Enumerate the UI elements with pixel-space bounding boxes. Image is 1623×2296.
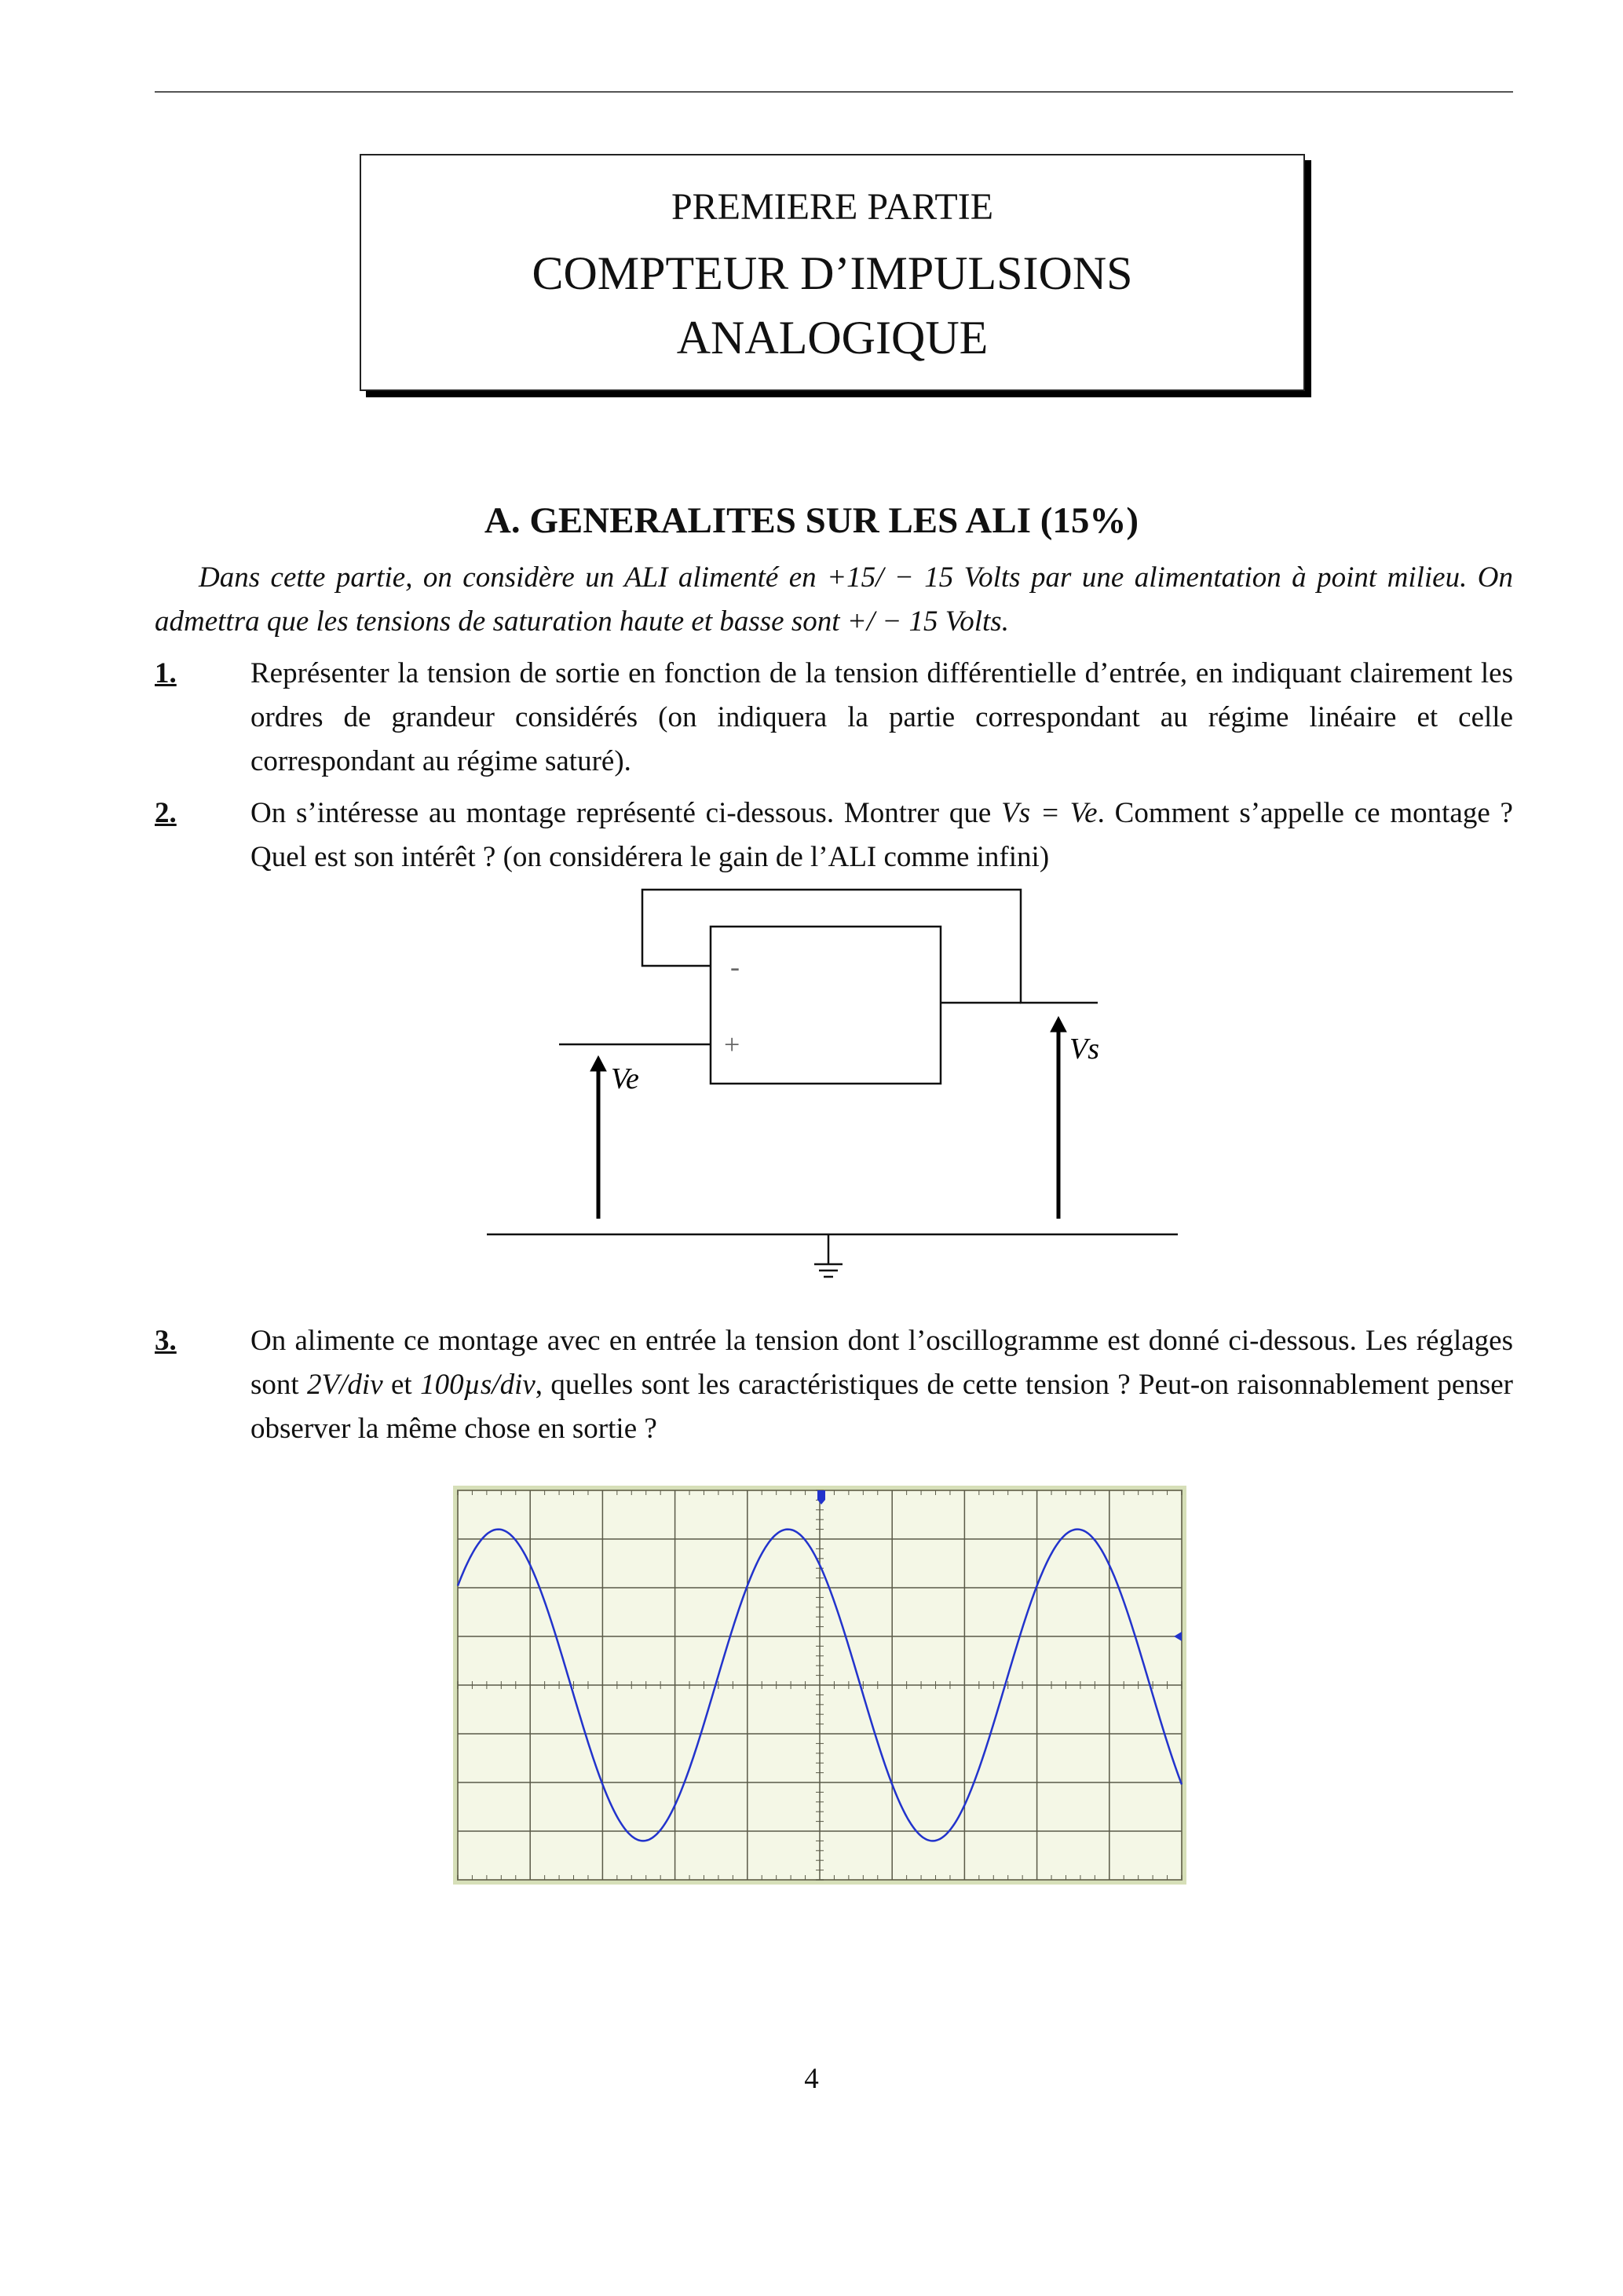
question-text: On s’intéresse au montage représenté ci-dessous. Montrer que Vs = Ve. Comment s’appelle ce montage ? Quel est son intérêt ? (on considérera le gain de l’ALI comme infini) <box>250 797 1513 873</box>
plus-label: + <box>724 1029 740 1060</box>
question-3 <box>155 1319 1513 1451</box>
follower-circuit-diagram <box>471 879 1178 1319</box>
part-label: PREMIERE PARTIE <box>671 186 994 228</box>
math-expression: 100µs/div <box>420 1369 536 1401</box>
question-number: 3. <box>155 1325 177 1357</box>
oscillogram <box>453 1486 1186 1885</box>
math-expression: 2V/div <box>307 1369 383 1401</box>
math-expression: Vs = Ve <box>1001 797 1098 829</box>
question-2 <box>155 792 1513 879</box>
ve-label: Ve <box>611 1062 639 1095</box>
minus-label: - <box>730 951 740 982</box>
question-number: 2. <box>155 797 177 829</box>
part-title-box <box>360 154 1305 391</box>
part-title-line2: ANALOGIQUE <box>676 312 989 364</box>
question-text: On alimente ce montage avec en entrée la tension dont l’oscillogramme est donné ci-dessous. Les réglages sont 2V/div et 100µs/div, quelles sont les caractéristiques de cette tension ? Peut-on raisonnablement penser observer la même chose en sortie ? <box>250 1325 1513 1445</box>
top-rule <box>155 91 1513 93</box>
section-title: A. GENERALITES SUR LES ALI (15%) <box>484 500 1139 541</box>
part-title-line1: COMPTEUR D’IMPULSIONS <box>532 247 1133 299</box>
question-number: 1. <box>155 657 177 689</box>
question-1 <box>155 652 1513 784</box>
op-amp-box <box>711 927 941 1084</box>
section-intro: Dans cette partie, on considère un ALI alimenté en +15/ − 15 Volts par une alimentation à point milieu. On admettra que les tensions de saturation haute et basse sont +/ − 15 Volts. <box>155 561 1513 638</box>
vs-label: Vs <box>1069 1033 1099 1066</box>
page-number: 4 <box>804 2063 819 2095</box>
question-text: Représenter la tension de sortie en fonction de la tension différentielle d’entrée, en indiquant clairement les ordres de grandeur considérés (on indiquera la partie correspondant au régime linéaire et celle correspondant au régime saturé). <box>250 657 1513 777</box>
